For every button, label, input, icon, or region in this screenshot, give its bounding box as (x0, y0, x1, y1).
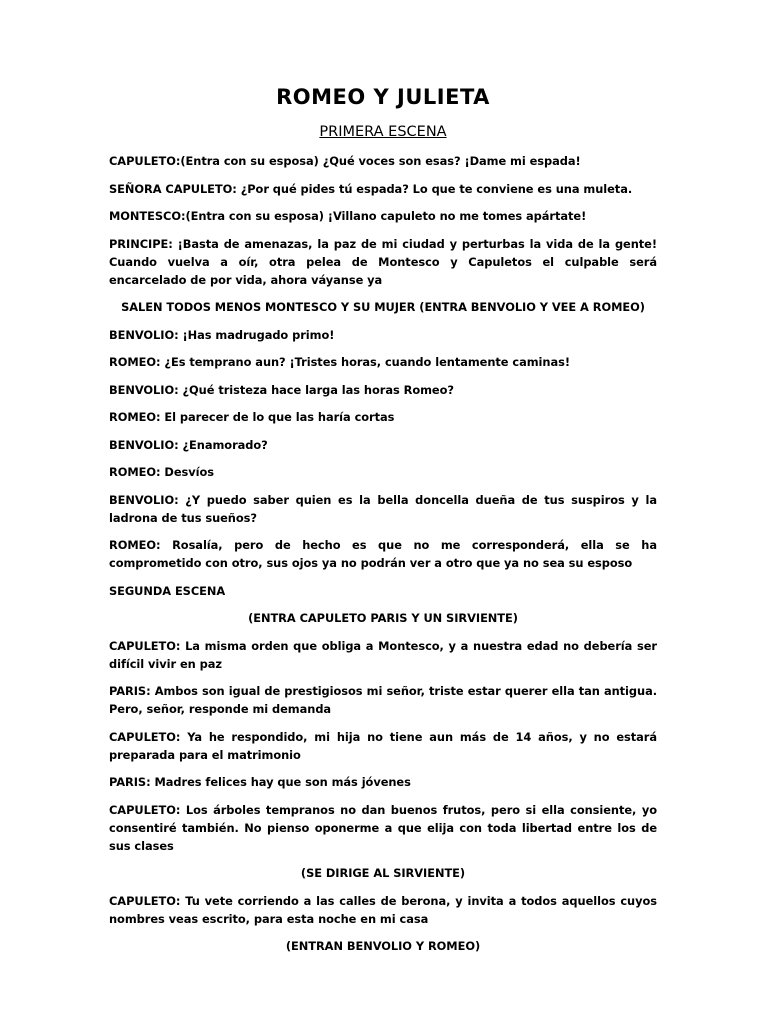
dialogue-paragraph: CAPULETO: Ya he respondido, mi hija no tiene aun más de 14 años, y no estará preparada para el matrimonio (109, 729, 657, 762)
dialogue-paragraph: PRINCIPE: ¡Basta de amenazas, la paz de mi ciudad y perturbas la vida de la gente! Cuando vuelva a oír, otra pelea de Montesco y Capuletos el culpable será encarcelado de por vida, ahora váyanse ya (109, 236, 657, 287)
dialogue-paragraph: ROMEO: Rosalía, pero de hecho es que no me corresponderá, ella se ha comprometido con otro, sus ojos ya no podrán ver a otro que ya no sea su esposo (109, 538, 657, 570)
dialogue-paragraph: BENVOLIO: ¡Has madrugado primo! (109, 327, 335, 342)
dialogue-paragraph: MONTESCO:(Entra con su esposa) ¡Villano capuleto no me tomes apártate! (109, 209, 587, 223)
stage-direction: (ENTRA CAPULETO PARIS Y UN SIRVIENTE) (248, 611, 518, 625)
scene-heading: PRIMERA ESCENA (319, 124, 447, 140)
dialogue-paragraph: PARIS: Madres felices hay que son más jóvenes (109, 775, 411, 789)
dialogue-paragraph: BENVOLIO: ¿Y puedo saber quien es la bella doncella dueña de tus suspiros y la ladrona de tus sueños? (109, 492, 657, 525)
document-page (109, 84, 657, 965)
scene-heading-second: SEGUNDA ESCENA (109, 583, 226, 598)
dialogue-paragraph: ROMEO: Desvíos (109, 465, 214, 479)
dialogue-paragraph: SEÑORA CAPULETO: ¿Por qué pides tú espada? Lo que te conviene es una muleta. (109, 181, 633, 196)
dialogue-paragraph: BENVOLIO: ¿Enamorado? (109, 437, 268, 452)
dialogue-paragraph: ROMEO: El parecer de lo que las haría cortas (109, 410, 395, 424)
dialogue-paragraph: CAPULETO: Tu vete corriendo a las calles de berona, y invita a todos aquellos cuyos nombres veas escrito, para esta noche en mi casa (109, 893, 657, 926)
stage-direction: (ENTRAN BENVOLIO Y ROMEO) (285, 939, 481, 953)
dialogue-paragraph: CAPULETO:(Entra con su esposa) ¿Qué voces son esas? ¡Dame mi espada! (109, 154, 581, 168)
document-title: ROMEO Y JULIETA (276, 85, 490, 109)
dialogue-paragraph: CAPULETO: Los árboles tempranos no dan buenos frutos, pero si ella consiente, yo consentiré también. No pienso oponerme a que elija con toda libertad entre los de sus clases (109, 802, 657, 853)
dialogue-paragraph: BENVOLIO: ¿Qué tristeza hace larga las horas Romeo? (109, 382, 454, 397)
dialogue-paragraph: PARIS: Ambos son igual de prestigiosos mi señor, triste estar querer ella tan antigua. Pero, señor, responde mi demanda (109, 684, 657, 716)
stage-direction: (SE DIRIGE AL SIRVIENTE) (300, 866, 466, 880)
stage-direction: SALEN TODOS MENOS MONTESCO Y SU MUJER (ENTRA BENVOLIO Y VEE A ROMEO) (121, 300, 645, 314)
dialogue-paragraph: CAPULETO: La misma orden que obliga a Montesco, y a nuestra edad no debería ser difícil vivir en paz (109, 638, 657, 671)
dialogue-paragraph: ROMEO: ¿Es temprano aun? ¡Tristes horas, cuando lentamente caminas! (109, 355, 570, 369)
